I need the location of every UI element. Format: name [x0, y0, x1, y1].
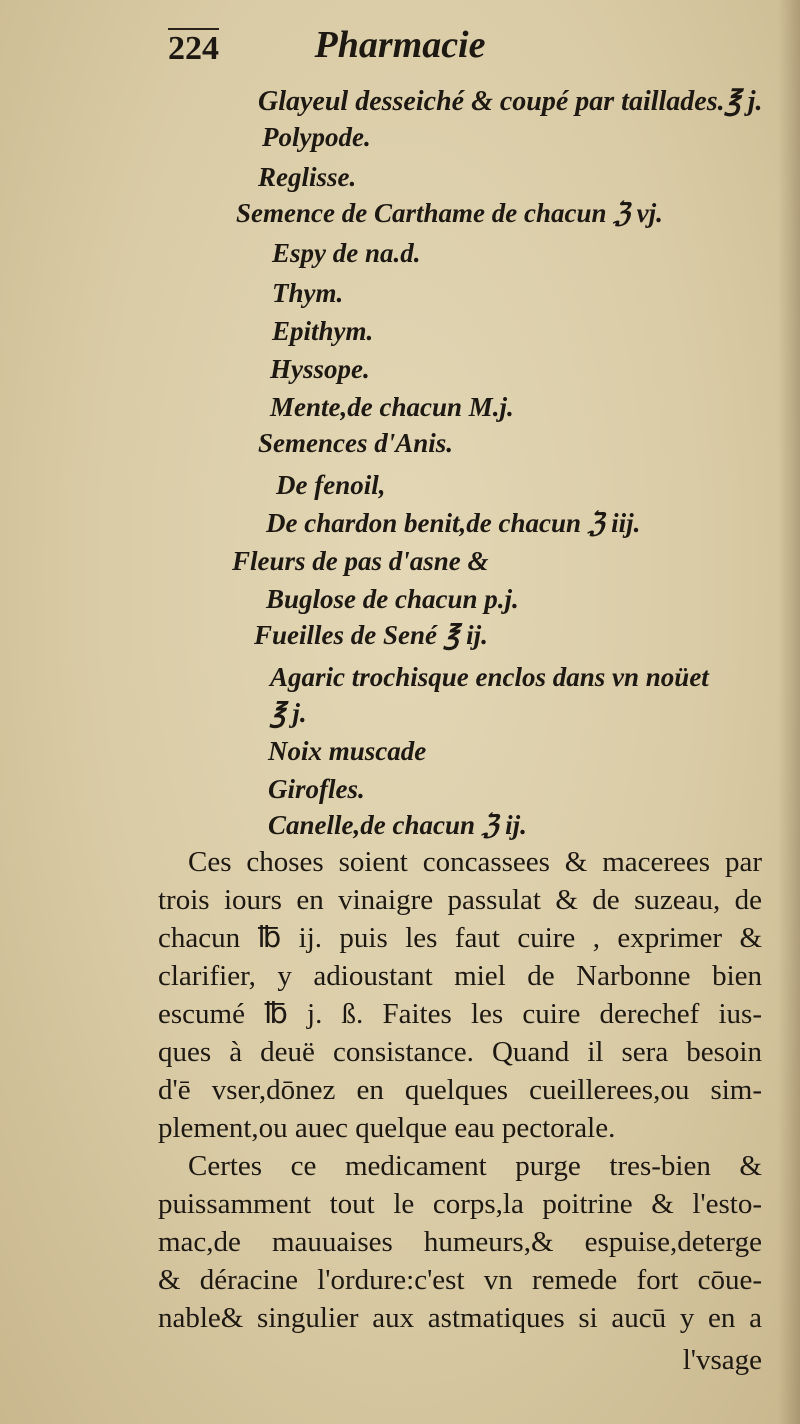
prose-line-11: mac,de mauuaises humeurs,& espuise,deterge — [158, 1226, 762, 1258]
prose-line-8: plement,ou auec quelque eau pectorale. — [158, 1112, 616, 1144]
formula-line-15: Fueilles de Sené ℥ ij. — [254, 620, 488, 650]
formula-line-2: Polypode. — [262, 122, 371, 152]
formula-line-3: Reglisse. — [258, 162, 357, 192]
formula-line-6: Thym. — [272, 278, 344, 308]
formula-line-9: Mente,de chacun M.j. — [270, 392, 514, 422]
prose-line-9: Certes ce medicament purge tres-bien & — [188, 1150, 762, 1182]
prose-line-7: d'ē vser,dōnez en quelques cueillerees,ou sim- — [158, 1074, 762, 1106]
prose-line-4: clarifier, y adioustant miel de Narbonne bien — [158, 960, 762, 992]
prose-line-10: puissamment tout le corps,la poitrine & l'esto- — [158, 1188, 762, 1220]
prose-line-5: escumé ℔ j. ß. Faites les cuire derechef ius- — [158, 998, 762, 1030]
formula-line-18: Noix muscade — [268, 736, 427, 766]
prose-line-12: & déracine l'ordure:c'est vn remede fort cōue- — [158, 1264, 762, 1296]
page-number: 224 — [168, 30, 219, 67]
formula-line-12: De chardon benit,de chacun ℨ iij. — [266, 508, 641, 538]
formula-line-7: Epithym. — [272, 316, 374, 346]
formula-line-11: De fenoil, — [276, 470, 386, 500]
formula-line-20: Canelle,de chacun ℨ ij. — [268, 810, 527, 840]
formula-line-5: Espy de na.d. — [272, 238, 421, 268]
prose-line-3: chacun ℔ ij. puis les faut cuire , exprimer & — [158, 922, 762, 954]
prose-line-13: nable& singulier aux astmatiques si aucū y en a — [158, 1302, 762, 1334]
prose-line-2: trois iours en vinaigre passulat & de suzeau, de — [158, 884, 762, 916]
formula-line-13: Fleurs de pas d'asne & — [232, 546, 489, 576]
formula-line-17: ℥ j. — [270, 698, 307, 728]
formula-line-16: Agaric trochisque enclos dans vn noüet — [270, 662, 709, 692]
prose-line-1: Ces choses soient concassees & macerees par — [188, 846, 762, 878]
formula-line-10: Semences d'Anis. — [258, 428, 454, 458]
formula-line-14: Buglose de chacun p.j. — [266, 584, 519, 614]
page-edge-shadow — [778, 0, 800, 1424]
formula-line-19: Girofles. — [268, 774, 365, 804]
prose-line-6: ques à deuë consistance. Quand il sera besoin — [158, 1036, 762, 1068]
catchword: l'vsage — [682, 1344, 762, 1376]
running-head: Pharmacie — [314, 24, 486, 66]
formula-line-8: Hyssope. — [270, 354, 370, 384]
formula-line-4: Semence de Carthame de chacun ℨ vj. — [236, 198, 663, 228]
formula-line-1: Glayeul desseiché & coupé par taillades.℥ j. — [258, 86, 763, 117]
